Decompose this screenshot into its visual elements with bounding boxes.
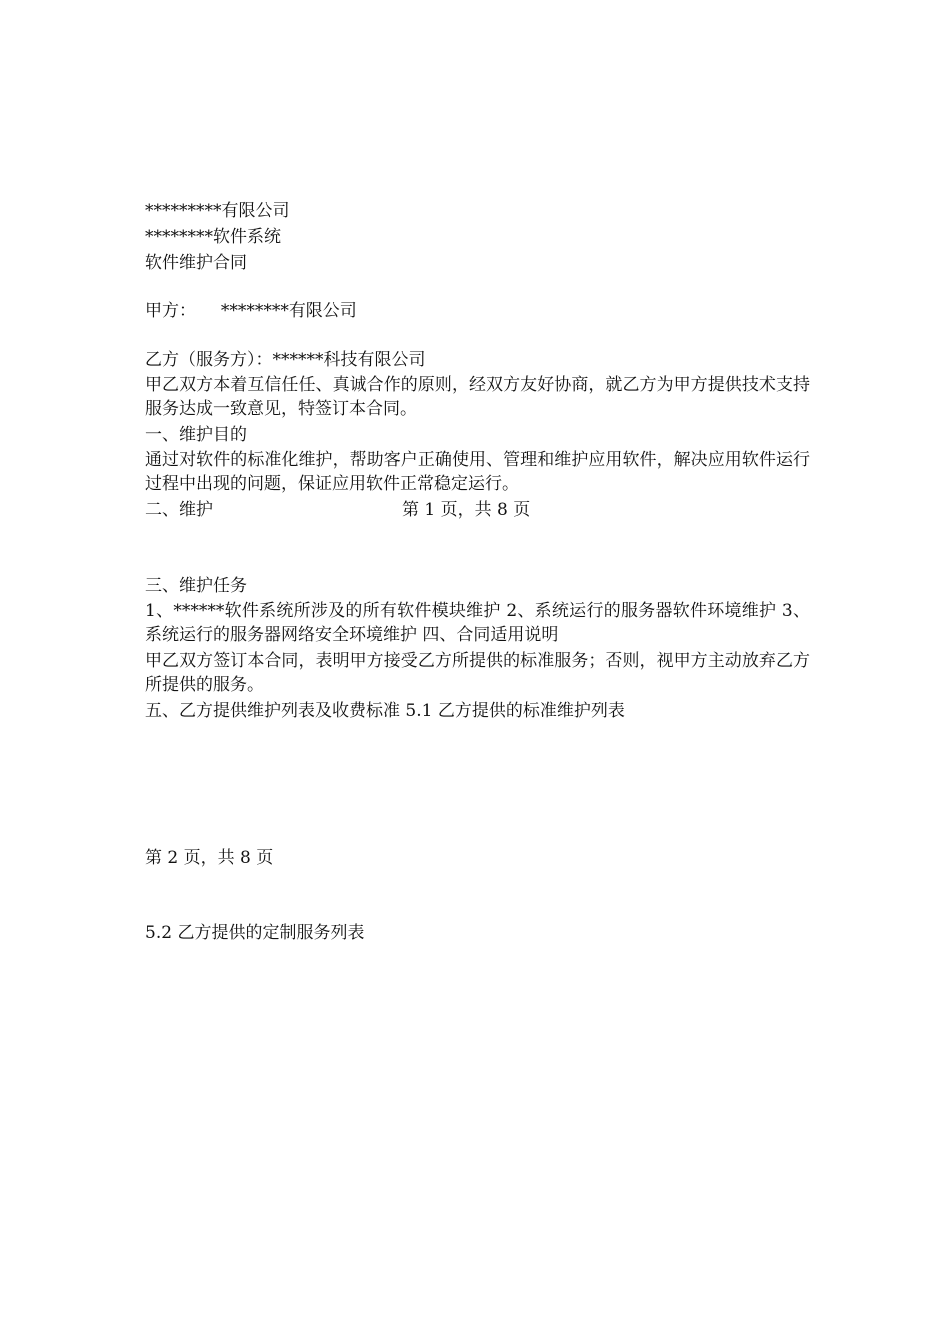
section-1-heading: 一、维护目的 — [145, 425, 247, 445]
section-4-body: 甲乙双方签订本合同，表明甲方接受乙方所提供的标准服务；否则，视甲方主动放弃乙方所提供的服务。 — [145, 651, 810, 695]
document-title: 软件维护合同 — [145, 253, 247, 273]
section-3-body: 1、******软件系统所涉及的所有软件模块维护 2、系统运行的服务器软件环境维护 3、系统运行的服务器网络安全环境维护 四、合同适用说明 — [145, 601, 810, 645]
page-2-marker: 第 2 页，共 8 页 — [145, 848, 274, 868]
section-5-2-heading: 5.2 乙方提供的定制服务列表 — [145, 923, 365, 943]
section-1-body: 通过对软件的标准化维护，帮助客户正确使用、管理和维护应用软件，解决应用软件运行过程中出现的问题，保证应用软件正常稳定运行。 — [145, 450, 810, 494]
section-3-heading: 三、维护任务 — [145, 576, 247, 596]
section-5-heading: 五、乙方提供维护列表及收费标准 5.1 乙方提供的标准维护列表 — [145, 701, 625, 721]
party-a-name: ********有限公司 — [220, 301, 357, 321]
system-name: ********软件系统 — [145, 227, 281, 247]
intro-paragraph: 甲乙双方本着互信任任、真诚合作的原则，经双方友好协商，就乙方为甲方提供技术支持服务达成一致意见，特签订本合同。 — [145, 375, 810, 419]
party-a-line — [145, 299, 357, 323]
party-b-line: 乙方（服务方）：******科技有限公司 — [145, 350, 426, 370]
company-name: *********有限公司 — [145, 201, 290, 221]
section-2-heading: 二、维护 — [145, 500, 213, 520]
party-a-label: 甲方： — [145, 301, 196, 321]
page-1-marker: 第 1 页，共 8 页 — [402, 500, 531, 520]
